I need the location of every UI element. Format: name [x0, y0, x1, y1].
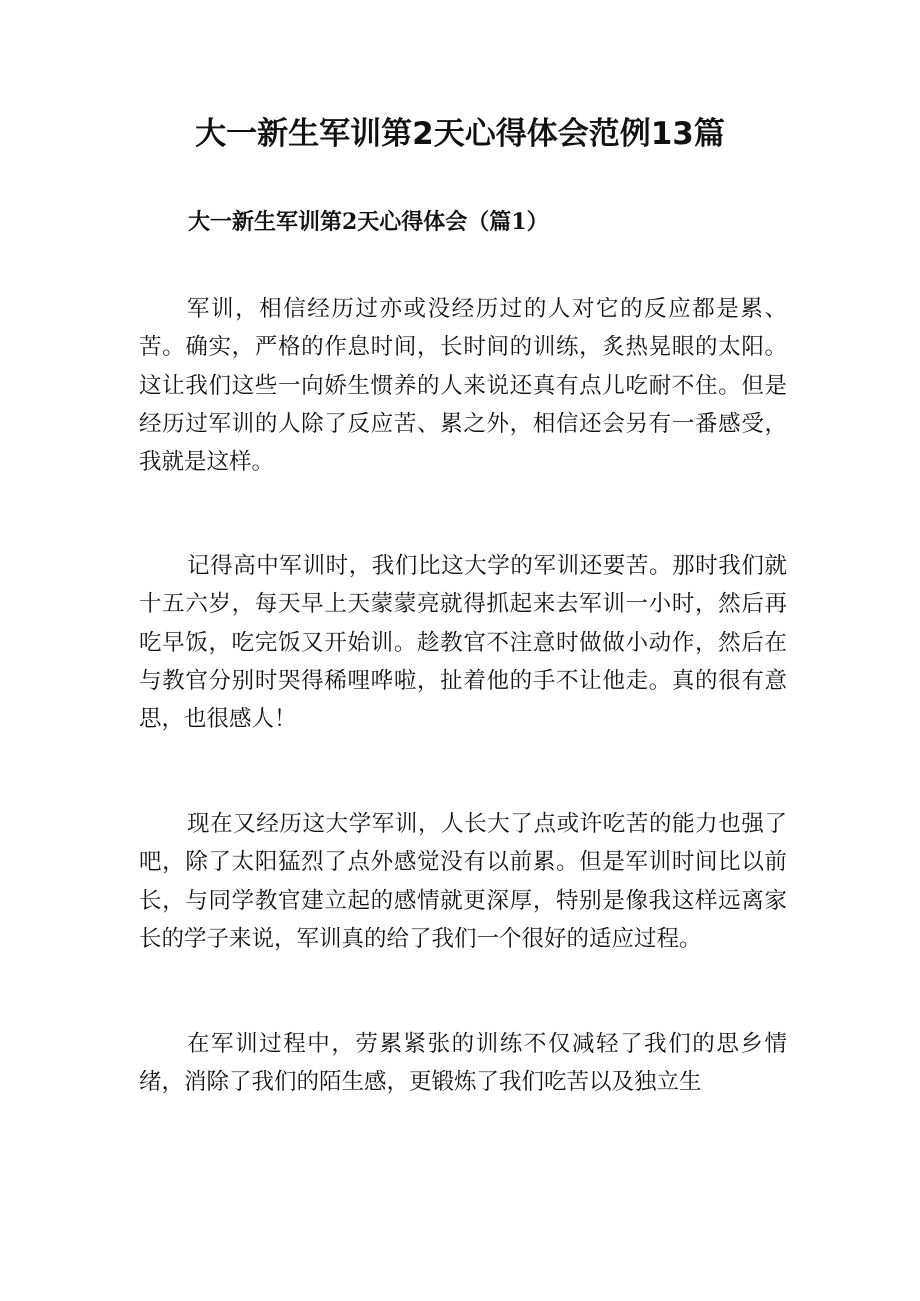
document-title: 大一新生军训第2天心得体会范例13篇	[195, 116, 725, 152]
paragraph-3: 现在又经历这大学军训，人长大了点或许吃苦的能力也强了吧，除了太阳猛烈了点外感觉没有以前累。但是军训时间比以前长，与同学教官建立起的感情就更深厚，特别是像我这样远离家长的学子来说，军训真的给了我们一个很好的适应过程。	[139, 811, 787, 952]
paragraph-2: 记得高中军训时，我们比这大学的军训还要苦。那时我们就十五六岁，每天早上天蒙蒙亮就得抓起来去军训一小时，然后再吃早饭，吃完饭又开始训。趁教官不注意时做做小动作，然后在与教官分别时哭得稀哩哗啦，扯着他的手不让他走。真的很有意思，也很感人！	[139, 553, 787, 733]
section-heading: 大一新生军训第2天心得体会（篇1）	[188, 209, 549, 235]
paragraph-4: 在军训过程中，劳累紧张的训练不仅减轻了我们的思乡情绪，消除了我们的陌生感，更锻炼了我们吃苦以及独立生	[139, 1031, 787, 1096]
paragraph-1: 军训，相信经历过亦或没经历过的人对它的反应都是累、苦。确实，严格的作息时间，长时间的训练，炙热晃眼的太阳。这让我们这些一向娇生惯养的人来说还真有点儿吃耐不住。但是经历过军训的人除了反应苦、累之外，相信还会另有一番感受，我就是这样。	[139, 296, 787, 476]
